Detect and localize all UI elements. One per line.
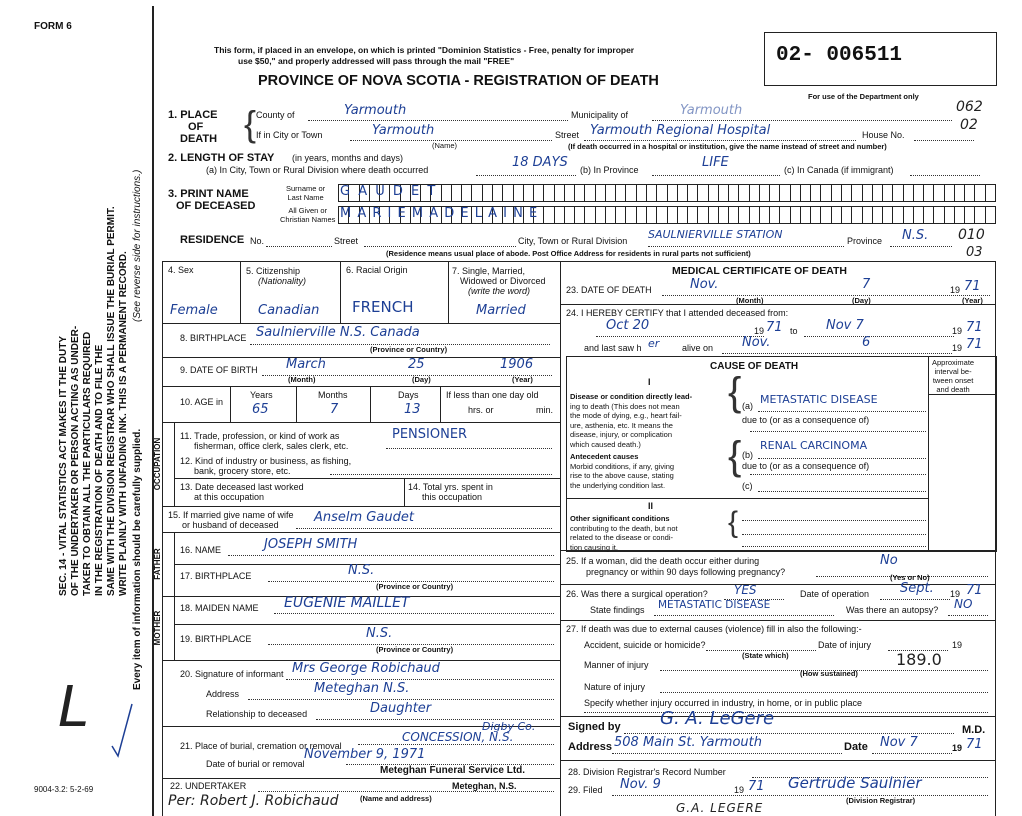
cause-b-label: (b)	[742, 450, 753, 460]
father-birthplace-sub: (Province or Country)	[376, 582, 454, 591]
certify-label: 24. I HEREBY CERTIFY that I attended deceased from:	[566, 308, 789, 318]
informant-address-label: Address	[206, 689, 240, 699]
last-saw-suffix: er	[648, 337, 660, 350]
name-sub-label: (Name)	[432, 141, 458, 150]
op-year-value: 71	[966, 583, 983, 598]
mother-birthplace-label: 19. BIRTHPLACE	[180, 634, 252, 644]
pregnancy-sub: (Yes or No)	[890, 573, 930, 582]
check-mark-icon	[108, 700, 138, 760]
birthplace-value: Saulnierville N.S. Canada	[256, 325, 420, 340]
left-margin-rule	[152, 6, 154, 816]
mother-birthplace-value: N.S.	[366, 626, 393, 641]
dob-month-value: March	[286, 357, 326, 372]
code-1890: 189.0	[896, 650, 942, 669]
county-value: Yarmouth	[344, 103, 407, 118]
citizenship-value: Canadian	[258, 303, 320, 318]
alive-on-label: alive on	[682, 343, 714, 353]
length-a-label: (a) In City, Town or Rural Division where death occurred	[206, 165, 429, 175]
mother-birthplace-sub: (Province or Country)	[376, 645, 454, 654]
external-causes-label: 27. If death was due to external causes (violence) fill in also the following:-	[566, 624, 862, 634]
signature-date-value: Nov 7	[880, 735, 918, 750]
spouse-label: 15. If married give name of wife or husband of deceased	[168, 510, 294, 530]
house-label: House No.	[862, 130, 905, 140]
date-op-label: Date of operation	[800, 589, 870, 599]
op-year-prefix: 19	[950, 589, 961, 599]
surgery-label: 26. Was there a surgical operation?	[566, 589, 708, 599]
cause-c-label: (c)	[742, 481, 753, 491]
last-worked-label: 13. Date deceased last worked at this occupation	[180, 482, 304, 502]
due-to-label-a: due to (or as a consequence of)	[742, 415, 870, 425]
brace-a: {	[728, 370, 742, 414]
res-city-label: City, Town or Rural Division	[518, 236, 628, 246]
other-conditions-label: Other significant conditions contributing to the death, but not related to the disease or condi- tion causing it.	[570, 514, 678, 552]
side-instructions: SEC. 14 - VITAL STATISTICS ACT MAKES IT THE DUTY OF THE UNDERTAKER OR PERSON ACTING AS UNDER- TAKER TO OBTAIN ALL THE PARTICULARS REQUIRED IN THE REGISTRATION OF DEATH AND TO FILE THE SAME WITH THE DIVISION REGISTRAR WHO SHALL ISSUE THE BURIAL PERMIT. WRITE PLAINLY WITH UNFADING INK. THIS IS A PERMANENT RECORD.	[58, 206, 129, 596]
funeral-home: Meteghan Funeral Service Ltd.	[380, 765, 526, 776]
form-label: FORM 6	[34, 21, 72, 32]
dob-year-sub: (Year)	[512, 375, 533, 384]
registrar-signature: Gertrude Saulnier	[788, 774, 922, 792]
spouse-value: Anselm Gaudet	[314, 510, 414, 525]
alive-year-prefix: 19	[952, 343, 963, 353]
less-day-label: If less than one day old	[446, 390, 539, 400]
dept-use-note: For use of the Department only	[808, 92, 919, 101]
print-name-label: 3. PRINT NAME OF DECEASED	[168, 188, 256, 212]
father-birthplace-value: N.S.	[348, 563, 375, 578]
signature-address-value: 508 Main St. Yarmouth	[614, 735, 762, 750]
antecedent-label: Antecedent causes Morbid conditions, if any, giving rise to the above cause, stating the underlying condition last.	[570, 452, 675, 490]
burial-extra-value: Digby Co.	[482, 720, 536, 733]
sex-value: Female	[170, 303, 218, 318]
father-name-label: 16. NAME	[180, 545, 222, 555]
to-label: to	[790, 326, 798, 336]
cause-b-value: RENAL CARCINOMA	[760, 439, 868, 452]
specify-label: Specify whether injury occurred in industry, in home, or in public place	[584, 698, 862, 708]
pregnancy-value: No	[880, 553, 898, 568]
death-day-sub: (Day)	[852, 296, 871, 305]
findings-label: State findings	[590, 605, 645, 615]
city-value: Yarmouth	[372, 123, 435, 138]
age-days-value: 13	[404, 402, 421, 417]
brace: {	[244, 103, 257, 144]
brace-b: {	[728, 434, 742, 478]
father-label: FATHER	[153, 548, 162, 580]
marital-value: Married	[476, 303, 526, 318]
record-number-label: 28. Division Registrar's Record Number	[568, 767, 726, 777]
trade-value: PENSIONER	[392, 427, 468, 442]
maiden-name-value: EUGENIE MAILLET	[284, 595, 410, 611]
nature-label: Nature of injury	[584, 682, 646, 692]
filed-value: Nov. 9	[620, 777, 661, 792]
county-label: County of	[256, 110, 295, 120]
city-town-label: If in City or Town	[256, 130, 323, 140]
surgery-value: YES	[734, 583, 757, 597]
res-street-label: Street	[334, 236, 359, 246]
how-sustained-sub: (How sustained)	[800, 669, 858, 678]
code-02: 02	[960, 117, 978, 133]
death-year-sub: (Year)	[962, 296, 983, 305]
from-year-value: 71	[766, 320, 783, 335]
filed-label: 29. Filed	[568, 785, 603, 795]
surname-label: Surname or Last Name	[286, 184, 326, 202]
filed-year-value: 71	[748, 779, 765, 794]
death-day-value: 7	[862, 277, 871, 292]
residence-label: RESIDENCE	[180, 234, 245, 246]
dob-label: 9. DATE OF BIRTH	[180, 365, 258, 375]
to-year-value: 71	[966, 320, 983, 335]
signature-address-label: Address	[568, 741, 613, 753]
manner-label: Manner of injury	[584, 660, 649, 670]
age-days-label: Days	[398, 390, 419, 400]
death-year-value: 71	[964, 279, 981, 294]
side-note-reverse: (See reverse side for instructions.)	[132, 169, 143, 322]
hospital-note: (If death occurred in a hospital or institution, give the name instead of street and number)	[568, 142, 887, 151]
to-year-prefix: 19	[952, 326, 963, 336]
table-center-rule	[560, 261, 561, 816]
death-year-prefix: 19	[950, 285, 961, 295]
street-value: Yarmouth Regional Hospital	[590, 123, 771, 138]
date-of-death-label: 23. DATE OF DEATH	[566, 285, 652, 295]
length-b-label: (b) In Province	[580, 165, 639, 175]
state-which-sub: (State which)	[742, 651, 789, 660]
side-note: Every item of information should be carefully supplied.	[132, 428, 143, 690]
stay-province-value: LIFE	[702, 155, 729, 170]
trade-label: 11. Trade, profession, or kind of work as fisherman, office clerk, sales clerk, etc.	[180, 431, 349, 451]
md-label: M.D.	[962, 724, 986, 736]
division-registrar-sub: (Division Registrar)	[846, 796, 916, 805]
undertaker-sub: (Name and address)	[360, 794, 432, 803]
residence-note: (Residence means usual place of abode. Post Office Address for residents in rural parts not sufficient)	[386, 249, 751, 258]
medical-certificate-title: MEDICAL CERTIFICATE OF DEATH	[672, 265, 847, 277]
cause-a-label: (a)	[742, 401, 753, 411]
municipality-label: Municipality of	[571, 110, 629, 120]
form-title: PROVINCE OF NOVA SCOTIA - REGISTRATION OF DEATH	[258, 73, 659, 89]
racial-value: FRENCH	[352, 298, 414, 316]
res-prov-label: Province	[847, 236, 883, 246]
cause-of-death-title: CAUSE OF DEATH	[710, 361, 799, 372]
informant-address-value: Meteghan N.S.	[314, 681, 410, 696]
code-010: 010	[958, 227, 985, 243]
signature-year-prefix: 19	[952, 743, 963, 753]
length-c-label: (c) In Canada (if immigrant)	[784, 165, 894, 175]
funeral-town: Meteghan, N.S.	[452, 781, 517, 791]
street-label: Street	[555, 130, 580, 140]
age-months-value: 7	[330, 402, 339, 417]
birthplace-label: 8. BIRTHPLACE	[180, 333, 247, 343]
table-top-rule	[162, 261, 996, 262]
length-of-stay-label: 2. LENGTH OF STAY	[168, 152, 275, 164]
dob-day-sub: (Day)	[412, 375, 431, 384]
industry-label: 12. Kind of industry or business, as fishing, bank, grocery store, etc.	[180, 456, 352, 476]
given-value: M A R I E M A D E L A I N E	[340, 206, 539, 221]
last-saw-label: and last saw h	[584, 343, 642, 353]
informant-value: Mrs George Robichaud	[292, 661, 440, 676]
mother-label: MOTHER	[153, 610, 162, 646]
racial-label: 6. Racial Origin	[346, 265, 408, 275]
length-sub-label: (in years, months and days)	[292, 153, 404, 163]
place-of-death-label: 1. PLACE OF DEATH	[168, 109, 218, 145]
dob-year-value: 1906	[500, 357, 534, 372]
father-name-value: JOSEPH SMITH	[264, 537, 358, 552]
bottom-name: G.A. LEGERE	[676, 801, 764, 815]
stay-city-value: 18 DAYS	[512, 155, 568, 170]
code-062: 062	[956, 99, 983, 115]
undertaker-signature: Per: Robert J. Robichaud	[168, 793, 339, 809]
alive-day-value: 6	[862, 335, 871, 350]
form-code: 9004-3.2: 5-2-69	[34, 785, 94, 794]
from-year-prefix: 19	[754, 326, 765, 336]
hrs-label: hrs. or	[468, 405, 494, 415]
age-months-label: Months	[318, 390, 348, 400]
due-to-label-b: due to (or as a consequence of)	[742, 461, 870, 471]
death-month-sub: (Month)	[736, 296, 764, 305]
death-month-value: Nov.	[690, 277, 719, 292]
relationship-value: Daughter	[370, 701, 432, 716]
total-yrs-label: 14. Total yrs. spent in this occupation	[408, 482, 493, 502]
sex-label: 4. Sex	[168, 265, 194, 275]
dob-month-sub: (Month)	[288, 375, 316, 384]
date-injury-label: Date of injury	[818, 640, 872, 650]
dob-day-value: 25	[408, 357, 425, 372]
envelope-note: This form, if placed in an envelope, on which is printed "Dominion Statistics - Free, penalty for improper use $50," and properly addressed will pass through the mail "FREE"	[214, 45, 635, 66]
code-03: 03	[966, 245, 983, 260]
maiden-name-label: 18. MAIDEN NAME	[180, 603, 259, 613]
autopsy-value: NO	[954, 597, 973, 611]
injury-year-prefix: 19	[952, 640, 963, 650]
pregnancy-label: 25. If a woman, did the death occur either during pregnancy or within 90 days following pregnancy?	[566, 556, 786, 577]
signature-year-value: 71	[966, 737, 983, 752]
burial-date-value: November 9, 1971	[304, 747, 426, 762]
surname-value: G A U D E T	[340, 184, 438, 199]
min-label: min.	[536, 405, 554, 415]
op-date-value: Sept.	[900, 581, 934, 596]
burial-place-value: CONCESSION, N.S.	[402, 730, 514, 744]
relationship-label: Relationship to deceased	[206, 709, 308, 719]
age-years-value: 65	[252, 402, 269, 417]
undertaker-label: 22. UNDERTAKER	[170, 781, 247, 791]
interval-header: Approximate interval be- tween onset and death	[932, 358, 975, 394]
citizenship-label: 5. Citizenship (Nationality)	[246, 266, 307, 286]
signed-by-value: G. A. LeGere	[660, 708, 775, 729]
alive-year-value: 71	[966, 337, 983, 352]
autopsy-label: Was there an autopsy?	[846, 605, 939, 615]
disease-label: Disease or condition directly lead- ing to death (This does not mean the mode of dying, e.g., heart fail- ure, asthenia, etc. It means the disease, injury, or complication which caused death.)	[570, 392, 693, 449]
birthplace-sub: (Province or Country)	[370, 345, 448, 354]
registration-number: 02- 006511	[776, 44, 903, 67]
to-date-value: Nov 7	[826, 318, 864, 333]
signature-date-label: Date	[844, 741, 868, 753]
municipality-value: Yarmouth	[680, 103, 743, 118]
brace-ii: {	[728, 506, 739, 539]
from-date-value: Oct 20	[606, 318, 650, 333]
accident-label: Accident, suicide or homicide?	[584, 640, 706, 650]
age-years-label: Years	[250, 390, 273, 400]
findings-value: METASTATIC DISEASE	[658, 599, 771, 611]
burial-label: 21. Place of burial, cremation or removal Date of burial or removal	[180, 741, 342, 769]
informant-label: 20. Signature of informant	[180, 669, 284, 679]
occupation-label: OCCUPATION	[153, 437, 162, 491]
res-no-label: No.	[250, 236, 265, 246]
section-ii-label: II	[648, 501, 654, 511]
given-label: All Given or Christian Names	[280, 206, 336, 224]
filed-year-prefix: 19	[734, 785, 745, 795]
father-birthplace-label: 17. BIRTHPLACE	[180, 571, 252, 581]
res-city-value: SAULNIERVILLE STATION	[648, 228, 783, 241]
section-i-label: I	[648, 377, 651, 387]
cause-a-value: METASTATIC DISEASE	[760, 393, 878, 406]
age-label: 10. AGE in	[180, 397, 224, 407]
alive-on-value: Nov.	[742, 335, 771, 350]
signed-by-label: Signed by	[568, 721, 621, 733]
margin-mark: L	[58, 675, 90, 740]
res-prov-value: N.S.	[902, 228, 929, 243]
marital-label: 7. Single, Married, Widowed or Divorced (write the word)	[452, 266, 546, 296]
